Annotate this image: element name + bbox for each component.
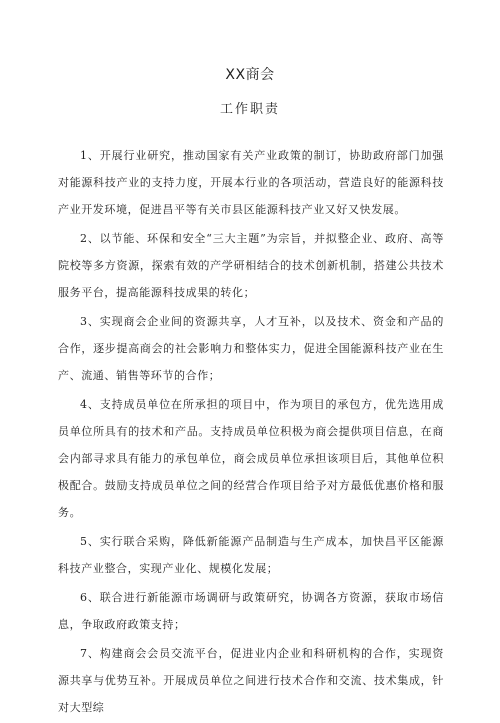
paragraph-7: 7、构建商会会员交流平台，促进业内企业和科研机构的合作，实现资源共享与优势互补。开展成员单位之间进行技术合作和交流、技术集成，针对大型综 [58, 647, 444, 714]
document-subtitle: 工作职责 [219, 102, 280, 117]
paragraph-6: 6、联合进行新能源市场调研与政策研究，协调各方资源，获取市场信息，争取政府政策支持； [58, 591, 444, 631]
paragraph-4: 4、支持成员单位在所承担的项目中，作为项目的承包方，优先选用成员单位所具有的技术和产品。支持成员单位积极为商会提供项目信息，在商会内部寻求具有能力的承包单位，商会成员单位承担该项目后，其他单位积极配合。鼓励支持成员单位之间的经营合作项目给予对方最低优惠价格和服务。 [58, 398, 444, 519]
document-title: XX商会 [225, 67, 275, 83]
paragraph-3: 3、实现商会企业间的资源共享，人才互补，以及技术、资金和产品的合作，逐步提高商会的社会影响力和整体实力，促进全国能源科技产业在生产、流通、销售等环节的合作； [58, 315, 444, 382]
paragraph-1: 1、开展行业研究，推动国家有关产业政策的制订，协助政府部门加强对能源科技产业的支持力度，开展本行业的各项活动，营造良好的能源科技产业开发环境，促进昌平等有关市县区能源科技产业又好又快发展。 [58, 149, 444, 216]
paragraph-2: 2、以节能、环保和安全“三大主题”为宗旨，并拟整企业、政府、高等院校等多方资源，探索有效的产学研相结合的技术创新机制，搭建公共技术服务平台，提高能源科技成果的转化； [58, 232, 444, 299]
paragraph-5: 5、实行联合采购，降低新能源产品制造与生产成本，加快昌平区能源科技产业整合，实现产业化、规模化发展； [58, 535, 444, 575]
document-body [58, 142, 444, 723]
